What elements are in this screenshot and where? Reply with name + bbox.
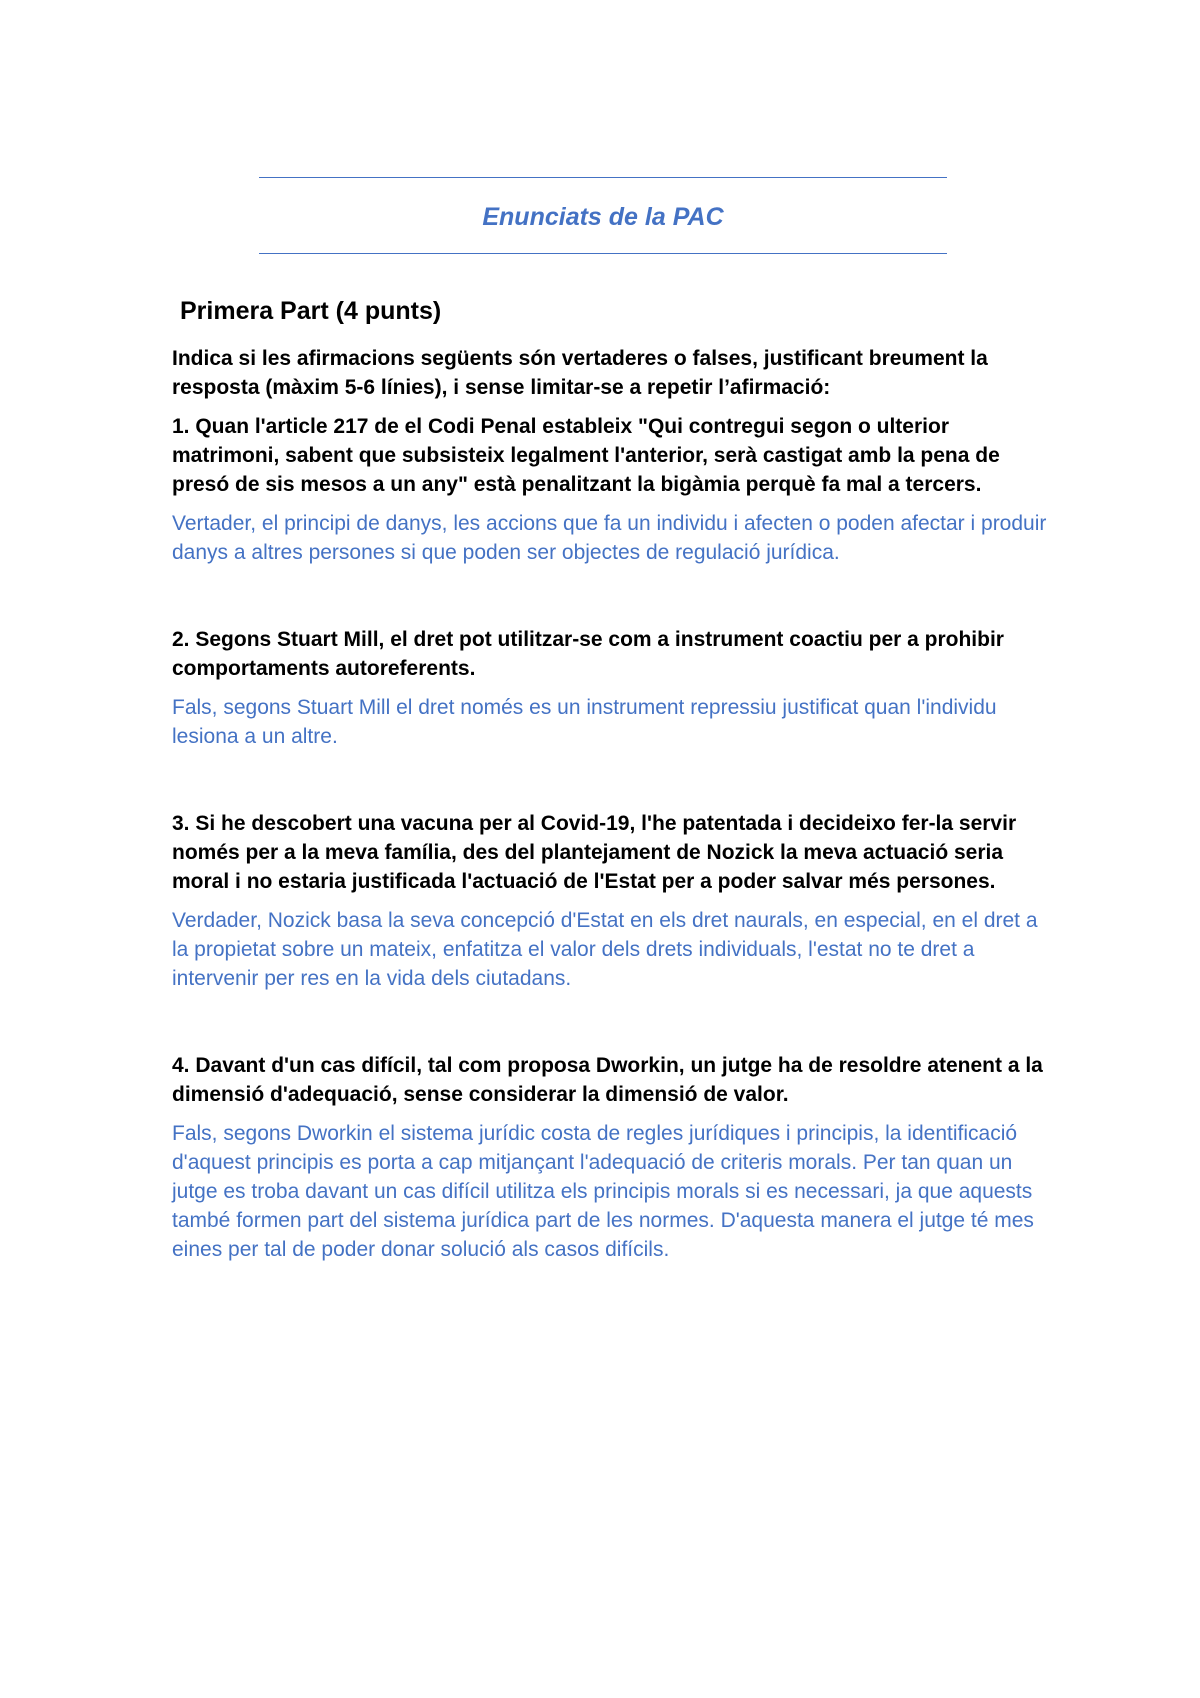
part-heading: Primera Part (4 punts): [180, 297, 442, 325]
question-item-1: [172, 412, 1052, 567]
title-top-rule: [259, 177, 947, 178]
content: [172, 344, 1052, 1264]
answer-text: Fals, segons Stuart Mill el dret només es un instrument repressiu justificat quan l'individu lesiona a un altre.: [172, 696, 997, 748]
question-item-3: [172, 809, 1052, 993]
question-item-2: [172, 625, 1052, 751]
question-text: 3. Si he descobert una vacuna per al Covid-19, l'he patentada i decideixo fer-la servir només per a la meva família, des del plantejament de Nozick la meva actuació seria moral i no estaria justificada l'actuació de l'Estat per a poder salvar més persones.: [172, 812, 1017, 893]
title-block: [259, 177, 947, 254]
question-text: 1. Quan l'article 217 de el Codi Penal estableix "Qui contregui segon o ulterior matrimoni, sabent que subsisteix legalment l'anterior, serà castigat amb la pena de presó de sis mesos a un any" està penalitzant la bigàmia perquè fa mal a tercers.: [172, 415, 1000, 496]
answer-text: Verdader, Nozick basa la seva concepció d'Estat en els dret naurals, en especial, en el dret a la propietat sobre un mateix, enfatitza el valor dels drets individuals, l'estat no te dret a intervenir per res en la vida dels ciutadans.: [172, 909, 1038, 990]
answer-text: Vertader, el principi de danys, les accions que fa un individu i afecten o poden afectar i produir danys a altres persones si que poden ser objectes de regulació jurídica.: [172, 512, 1047, 564]
instructions: Indica si les afirmacions següents són vertaderes o falses, justificant breument la resposta (màxim 5-6 línies), i sense limitar-se a repetir l’afirmació:: [172, 347, 988, 399]
question-text: 2. Segons Stuart Mill, el dret pot utilitzar-se com a instrument coactiu per a prohibir comportaments autoreferents.: [172, 628, 1004, 680]
title-bottom-rule: [259, 253, 947, 254]
question-item-4: [172, 1051, 1052, 1264]
document-title: Enunciats de la PAC: [482, 203, 724, 231]
question-text: 4. Davant d'un cas difícil, tal com proposa Dworkin, un jutge ha de resoldre atenent a la dimensió d'adequació, sense considerar la dimensió de valor.: [172, 1054, 1043, 1106]
answer-text: Fals, segons Dworkin el sistema jurídic costa de regles jurídiques i principis, la identificació d'aquest principis es porta a cap mitjançant l'adequació de criteris morals. Per tan quan un jutge es troba davant un cas difícil utilitza els principis morals si es necessari, ja que aquests també formen part del sistema jurídica part de les normes. D'aquesta manera el jutge té mes eines per tal de poder donar solució als casos difícils.: [172, 1122, 1034, 1261]
